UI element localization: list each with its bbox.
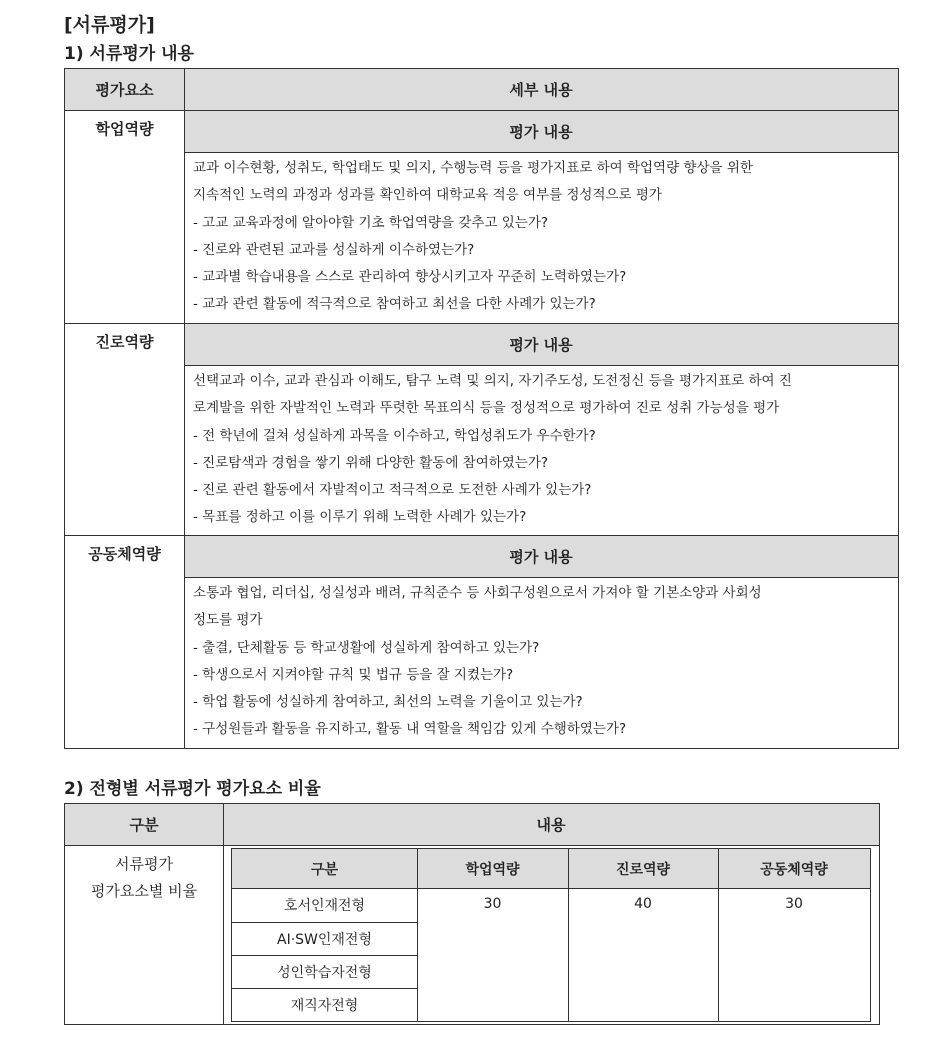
value-career: 40 bbox=[634, 896, 652, 912]
value-academic: 30 bbox=[483, 896, 502, 912]
inner-header-community: 공동체역량 bbox=[718, 849, 870, 888]
detail-line: - 교과별 학습내용을 스스로 관리하여 향상시키고자 꾸준히 노력하였는가? bbox=[193, 269, 627, 286]
row-label-career: 진로역량 bbox=[95, 333, 154, 351]
divider bbox=[232, 888, 870, 889]
detail-line: - 교과 관련 활동에 적극적으로 참여하고 최선을 다한 사례가 있는가? bbox=[193, 296, 596, 313]
divider bbox=[718, 849, 719, 1021]
row-label-academic: 학업역량 bbox=[95, 120, 154, 138]
detail-line: 소통과 협업, 리더십, 성실성과 배려, 규칙준수 등 사회구성원으로서 가져야 할 기본소양과 사회성 bbox=[193, 585, 762, 601]
sub-header-community: 평가 내용 bbox=[184, 535, 898, 577]
row-label-community: 공동체역량 bbox=[88, 545, 161, 563]
ratio-label-line2: 평가요소별 비율 bbox=[90, 882, 198, 900]
ratio-inner-table bbox=[231, 848, 871, 1022]
admission-type-cell: 재직자전형 bbox=[290, 997, 359, 1014]
detail-career bbox=[65, 365, 898, 535]
divider bbox=[417, 849, 418, 1021]
divider bbox=[65, 535, 898, 536]
divider bbox=[184, 69, 185, 748]
sub-header-career: 평가 내용 bbox=[184, 323, 898, 365]
inner-header-category: 구분 bbox=[232, 849, 417, 888]
value-community: 30 bbox=[785, 896, 803, 912]
admission-type-cell: 호서인재전형 bbox=[283, 898, 366, 914]
detail-line: - 학생으로서 지켜야할 규칙 및 법규 등을 잘 지켰는가? bbox=[193, 666, 514, 683]
sub-header-academic: 평가 내용 bbox=[184, 110, 898, 152]
divider bbox=[232, 922, 417, 923]
ratio-label-line1: 서류평가 bbox=[115, 855, 173, 873]
detail-community bbox=[65, 577, 898, 748]
detail-line: - 목표를 정하고 이를 이루기 위해 노력한 사례가 있는가? bbox=[193, 509, 527, 526]
evaluation-content-table bbox=[64, 68, 899, 749]
divider bbox=[232, 955, 417, 956]
divider bbox=[184, 152, 898, 153]
detail-line: 로계발을 위한 자발적인 노력과 뚜렷한 목표의식 등을 정성적으로 평가하여 진로 성취 가능성을 평가 bbox=[193, 400, 780, 417]
detail-academic bbox=[65, 152, 898, 323]
detail-line: - 학업 활동에 성실하게 참여하고, 최선의 노력을 기울이고 있는가? bbox=[193, 694, 583, 711]
col-header-element: 평가요소 bbox=[65, 69, 184, 110]
ratio-row-label bbox=[65, 845, 223, 1024]
divider bbox=[65, 845, 879, 846]
divider bbox=[65, 323, 898, 324]
detail-line: 선택교과 이수, 교과 관심과 이해도, 탐구 노력 및 의지, 자기주도성, 도전정신 등을 평가지표로 하여 진 bbox=[193, 373, 792, 389]
divider bbox=[232, 988, 417, 989]
detail-line: 교과 이수현황, 성취도, 학업태도 및 의지, 수행능력 등을 평가지표로 하여 학업역량 향상을 위한 bbox=[193, 160, 753, 176]
detail-line: 정도를 평가 bbox=[193, 612, 263, 629]
section1-heading: 1) 서류평가 내용 bbox=[64, 44, 194, 64]
divider bbox=[223, 804, 224, 1024]
detail-line: 지속적인 노력의 과정과 성과를 확인하여 대학교육 적응 여부를 정성적으로 평가 bbox=[193, 187, 662, 204]
detail-line: - 진로와 관련된 교과를 성실하게 이수하였는가? bbox=[193, 241, 475, 258]
divider bbox=[184, 577, 898, 578]
admission-type-cell: 성인학습자전형 bbox=[277, 964, 372, 981]
detail-line: - 구성원들과 활동을 유지하고, 활동 내 역할을 책임감 있게 수행하였는가? bbox=[193, 721, 627, 738]
col-header-content: 내용 bbox=[223, 804, 879, 845]
col-header-detail: 세부 내용 bbox=[184, 69, 898, 110]
divider bbox=[184, 365, 898, 366]
detail-line: - 진로 관련 활동에서 자발적이고 적극적으로 도전한 사례가 있는가? bbox=[193, 482, 592, 499]
divider bbox=[568, 849, 569, 1021]
detail-line: - 출결, 단체활동 등 학교생활에 성실하게 참여하고 있는가? bbox=[193, 639, 540, 656]
detail-line: - 전 학년에 걸쳐 성실하게 과목을 이수하고, 학업성취도가 우수한가? bbox=[193, 427, 596, 444]
inner-header-career: 진로역량 bbox=[568, 849, 718, 888]
page-title: [서류평가] bbox=[64, 14, 155, 36]
divider bbox=[65, 110, 898, 111]
section2-heading: 2) 전형별 서류평가 평가요소 비율 bbox=[64, 779, 321, 799]
admission-type-cell: AI·SW인재전형 bbox=[277, 931, 372, 948]
detail-line: - 고교 교육과정에 알아야할 기초 학업역량을 갖추고 있는가? bbox=[193, 214, 549, 231]
col-header-category: 구분 bbox=[65, 804, 223, 845]
inner-header-academic: 학업역량 bbox=[417, 849, 568, 888]
detail-line: - 진로탐색과 경험을 쌓기 위해 다양한 활동에 참여하였는가? bbox=[193, 454, 549, 471]
